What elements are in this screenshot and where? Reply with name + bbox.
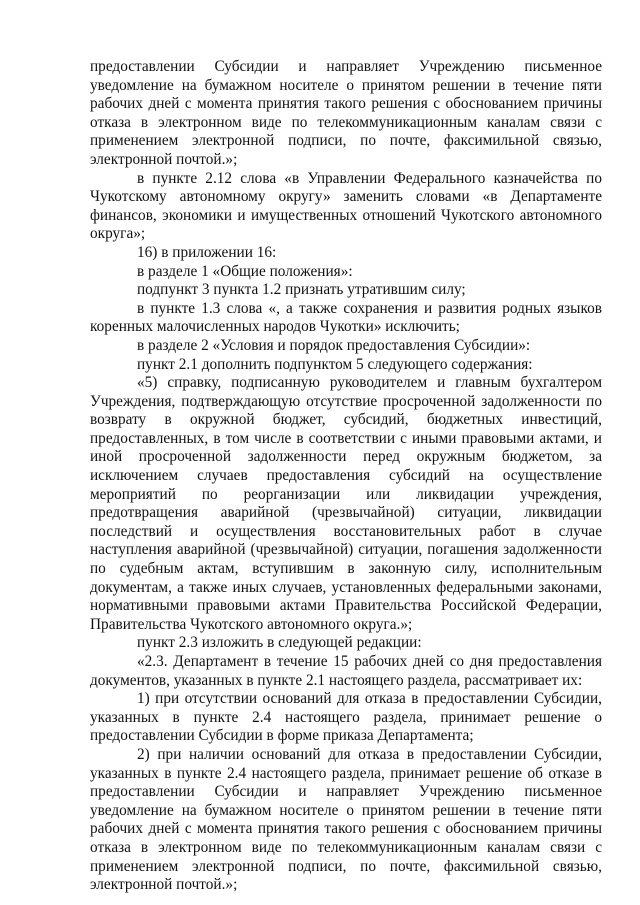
paragraph-continuation: предоставлении Субсидии и направляет Учреждению письменное уведомление на бумажном носителе о принятом решении в течение пяти рабочих дней с момента принятия такого решения с обоснованием причины отказа в электронном виде по телекоммуникационным каналам связи с применением электронной подписи, по почте, факсимильной связью, электронной почтой.»; (90, 58, 602, 168)
paragraph-section-1: в разделе 1 «Общие положения»: (137, 262, 353, 280)
paragraph-section-2: в разделе 2 «Условия и порядок предоставления Субсидии»: (137, 336, 531, 354)
paragraph-subitem-3: подпункт 3 пункта 1.2 признать утратившим силу; (137, 281, 466, 299)
document-page (90, 58, 602, 895)
paragraph-appendix-16: 16) в приложении 16: (137, 243, 277, 261)
paragraph-item-2-3: пункт 2.3 изложить в следующей редакции: (137, 634, 422, 652)
paragraph-item-1-3: в пункте 1.3 слова «, а также сохранения и развития родных языков коренных малочисленных народов Чукотки» исключить; (90, 299, 602, 336)
paragraph-subitem-5: «5) справку, подписанную руководителем и главным бухгалтером Учреждения, подтверждающую отсутствие просроченной задолженности по возврату в окружной бюджет, субсидий, бюджетных инвестиций, предоставленных, в том числе в соответствии с иными правовыми актами, и иной просроченной задолженности перед окружным бюджетом, за исключением случаев предоставления субсидий на осуществление мероприятий по реорганизации или ликвидации учреждения, предотвращения аварийной (чрезвычайной) ситуации, ликвидации последствий и осуществления восстановительных работ в случае наступления аварийной (чрезвычайной) ситуации, погашения задолженности по судебным актам, вступившим в законную силу, исполнительным документам, а также иных случаев, установленных федеральными законами, нормативными правовыми актами Правительства Российской Федерации, Правительства Чукотского автономного округа.»; (90, 374, 602, 633)
paragraph-item-2-3-text: «2.3. Департамент в течение 15 рабочих дней со дня предоставления документов, указанных в пункте 2.1 настоящего раздела, рассматривает их: (90, 653, 602, 689)
paragraph-item-2-1: пункт 2.1 дополнить подпунктом 5 следующего содержания: (137, 355, 533, 373)
paragraph-subitem-2: 2) при наличии оснований для отказа в предоставлении Субсидии, указанных в пункте 2.4 настоящего раздела, принимает решение об отказе в предоставлении Субсидии и направляет Учреждению письменное уведомление на бумажном носителе о принятом решении в течение пяти рабочих дней с момента принятия такого решения с обоснованием причины отказа в электронном виде по телекоммуникационным каналам связи с применением электронной подписи, по почте, факсимильной связью, электронной почтой.»; (90, 745, 602, 894)
paragraph-item-2-12: в пункте 2.12 слова «в Управлении Федерального казначейства по Чукотскому автономному округу» заменить словами «в Департаменте финансов, экономики и имущественных отношений Чукотского автономного округа»; (90, 169, 602, 243)
paragraph-subitem-1: 1) при отсутствии оснований для отказа в предоставлении Субсидии, указанных в пункте 2.4 настоящего раздела, принимает решение о предоставлении Субсидии в форме приказа Департамента; (90, 690, 602, 745)
